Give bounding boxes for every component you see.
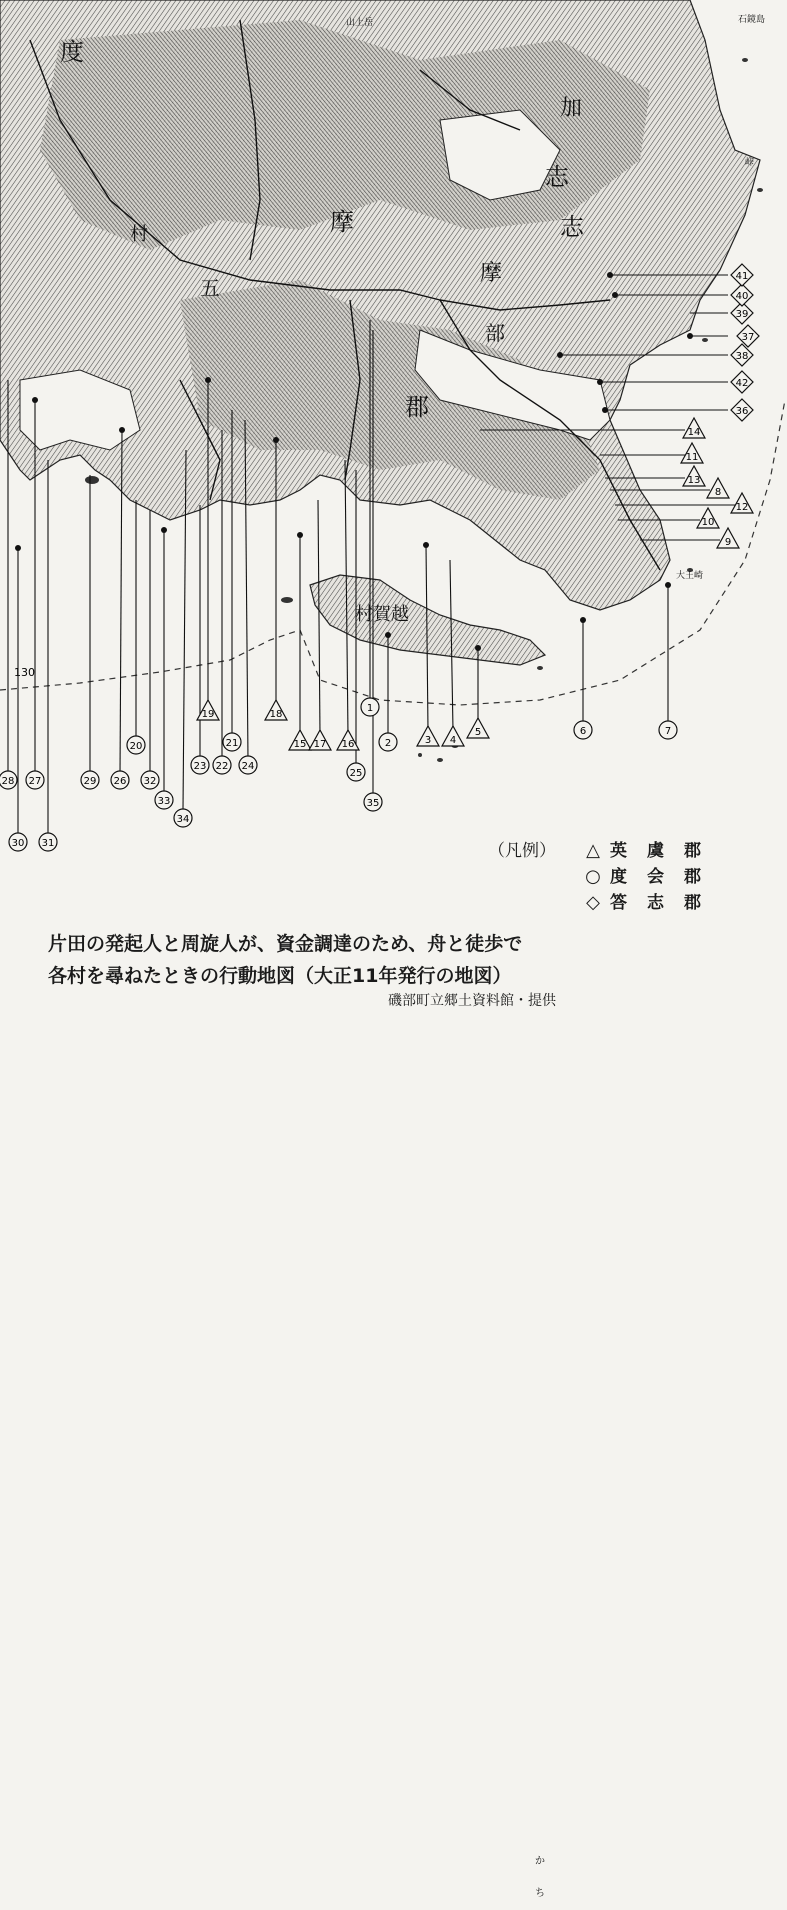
place-label: 石鏡島 [738,15,766,25]
credit: 磯部町立郷土資料館・提供 [388,993,556,1009]
place-label: 志 [560,213,584,241]
place-label: 郡 [405,393,429,421]
route-marker-28 [0,771,17,789]
caption-line: 片田の発起人と周旋人が、資金調達のため、舟と徒歩で [48,933,523,955]
marker-label: 6 [579,726,587,737]
marker-label: 42 [735,378,749,389]
route-marker-34 [174,809,192,827]
marker-label: 30 [11,838,25,849]
place-label: 五 [200,276,220,300]
marker-label: 29 [83,776,97,787]
route-marker-41 [731,264,753,286]
route-marker-25 [347,763,365,781]
marker-label: 25 [349,768,363,779]
legend-row [488,864,748,890]
place-label: 村賀越 [355,604,409,625]
route-marker-22 [213,756,231,774]
marker-label: 4 [449,735,457,746]
marker-label: 28 [1,776,15,787]
place-label: 摩 [330,208,354,236]
marker-label: 33 [157,796,171,807]
place-label: 大王崎 [676,571,704,581]
place-label: 加 [560,96,583,121]
marker-label: 27 [28,776,42,787]
marker-label: 34 [176,814,190,825]
marker-label: 24 [241,761,255,772]
route-marker-31 [39,833,57,851]
marker-label: 1 [366,703,374,714]
route-marker-1 [361,698,379,716]
marker-label: 2 [384,738,392,749]
route-marker-36 [731,399,753,421]
route-marker-23 [191,756,209,774]
route-marker-4 [442,726,464,746]
marker-label: 20 [129,741,143,752]
route-marker-11 [681,443,703,463]
route-marker-17 [309,730,331,750]
map [0,0,787,860]
legend-heading: （凡例） [488,841,556,861]
marker-label: 14 [687,427,701,438]
marker-label: 3 [424,735,432,746]
marker-label: 40 [735,291,749,302]
marker-label: 22 [215,761,229,772]
marker-label: 17 [313,739,327,750]
marker-label: 15 [293,739,307,750]
marker-label: 21 [225,738,239,749]
marker-label: 32 [143,776,157,787]
route-marker-7 [659,721,677,739]
grid-label: 130 [14,666,35,679]
legend [488,838,748,916]
marker-label: 41 [735,271,749,282]
route-marker-10 [697,508,719,528]
route-marker-33 [155,791,173,809]
marker-label: 35 [366,798,380,809]
route-marker-15 [289,730,311,750]
route-marker-27 [26,771,44,789]
route-marker-35 [364,793,382,811]
marker-label: 9 [724,537,732,548]
route-marker-32 [141,771,159,789]
route-marker-21 [223,733,241,751]
caption-line: 各村を尋ねたときの行動地図（大正11年発行の地図） [48,965,512,987]
caption-ruby: かち [535,1856,545,1899]
legend-row [488,890,748,916]
route-marker-9 [717,528,739,548]
triangle-icon: △ [586,840,600,861]
place-label: 志 [545,163,569,191]
marker-label: 16 [341,739,355,750]
marker-label: 13 [687,475,701,486]
place-label: 摩 [480,261,503,286]
place-label: 山上岳 [346,18,374,28]
marker-label: 5 [474,727,482,738]
route-marker-14 [683,418,705,438]
circle-icon: ○ [585,866,601,887]
route-marker-42 [731,371,753,393]
marker-label: 19 [201,709,215,720]
route-marker-20 [127,736,145,754]
route-marker-40 [731,284,753,306]
route-marker-6 [574,721,592,739]
place-label: 村 [130,224,148,245]
marker-label: 8 [714,487,722,498]
marker-label: 31 [41,838,55,849]
marker-label: 39 [735,309,749,320]
legend-label: 答志郡 [610,893,721,913]
legend-label: 英虞郡 [610,841,721,861]
marker-label: 11 [685,452,699,463]
route-marker-2 [379,733,397,751]
marker-label: 36 [735,406,749,417]
marker-label: 37 [741,332,755,343]
marker-label: 38 [735,351,749,362]
route-marker-8 [707,478,729,498]
legend-label: 度会郡 [610,867,721,887]
place-label: 部 [485,321,505,345]
place-label: 峠 [745,158,755,168]
route-marker-38 [731,344,753,366]
legend-row [488,838,748,864]
marker-label: 18 [269,709,283,720]
route-marker-5 [467,718,489,738]
route-marker-30 [9,833,27,851]
marker-label: 23 [193,761,207,772]
route-marker-37 [737,325,759,347]
route-marker-26 [111,771,129,789]
route-marker-12 [731,493,753,513]
route-marker-13 [683,466,705,486]
place-label: 度 [60,38,84,66]
route-marker-3 [417,726,439,746]
route-marker-18 [265,700,287,720]
route-marker-24 [239,756,257,774]
marker-label: 26 [113,776,127,787]
marker-label: 7 [664,726,672,737]
diamond-icon: ◇ [586,892,600,913]
marker-label: 10 [701,517,715,528]
marker-label: 12 [735,502,749,513]
route-marker-29 [81,771,99,789]
